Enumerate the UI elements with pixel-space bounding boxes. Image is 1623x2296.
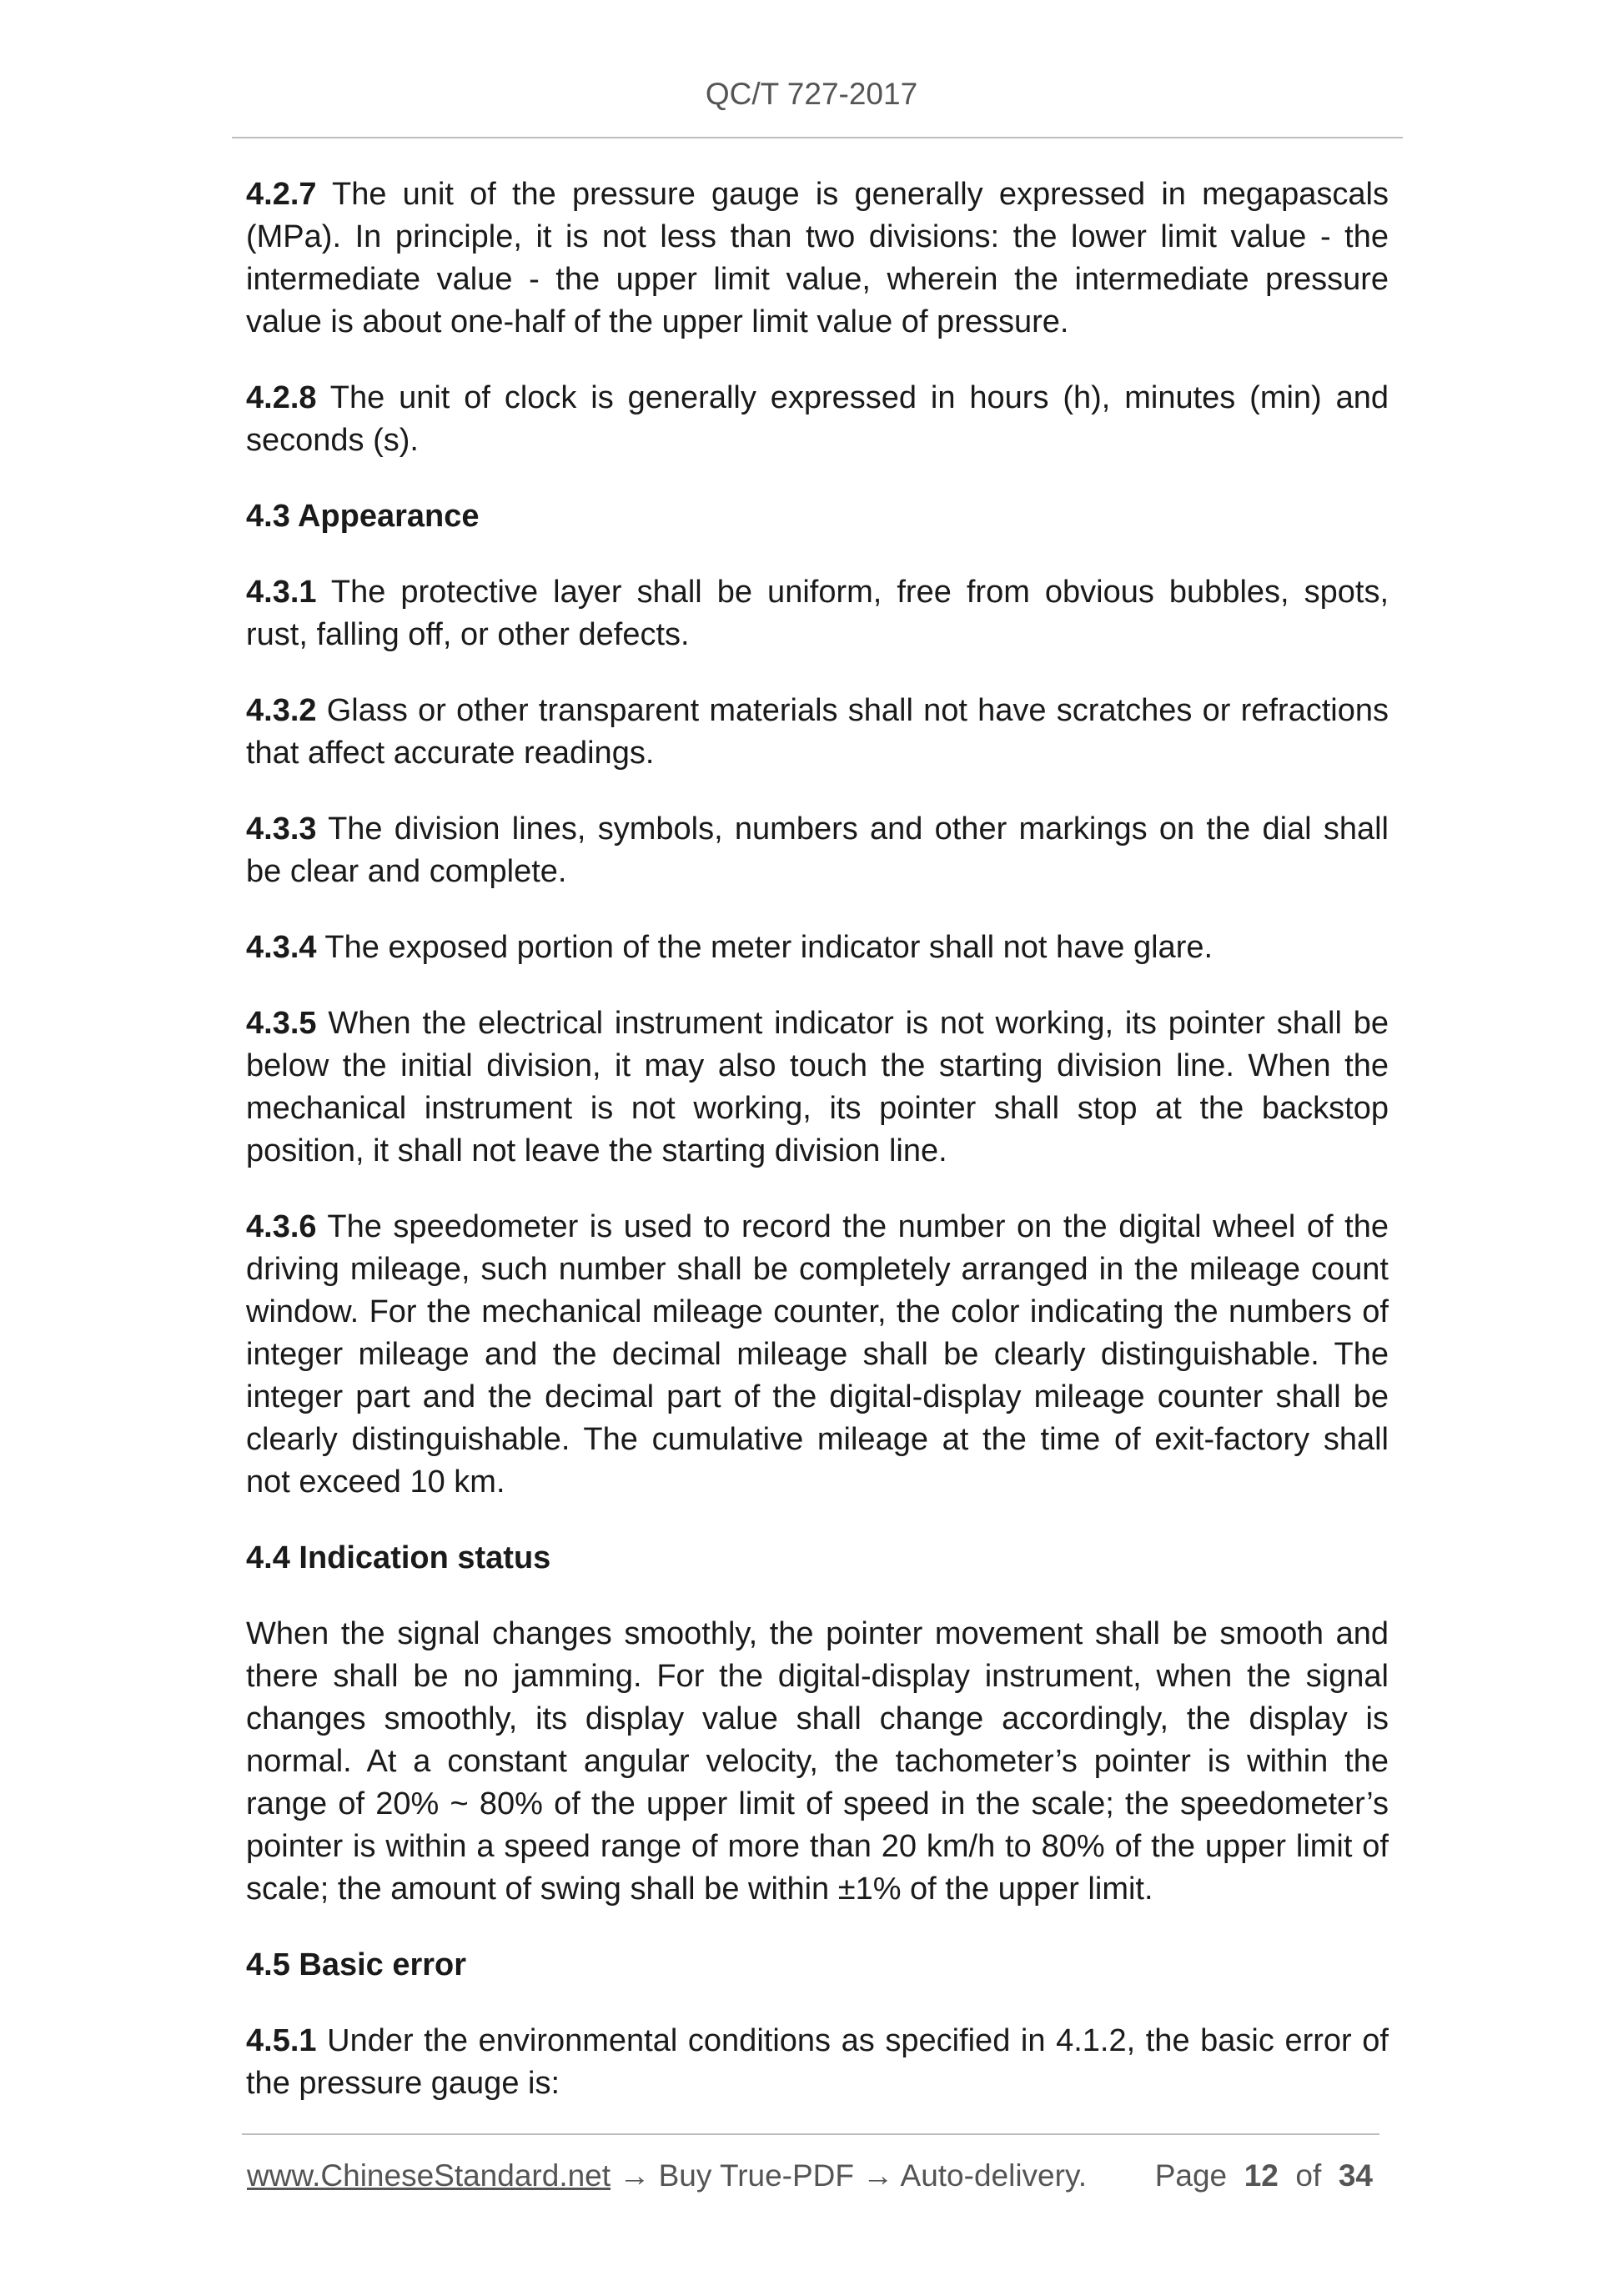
page-word: Page: [1154, 2158, 1228, 2193]
page-indicator: [1155, 2158, 1373, 2193]
clause-text: The unit of clock is generally expressed in hours (h), minutes (min) and seconds (s).: [246, 380, 1389, 458]
clause-number: 4.3.1: [246, 575, 317, 610]
footer-divider: [242, 2133, 1379, 2135]
clause-4-3-2: [246, 690, 1389, 775]
clause-number: 4.3.5: [246, 1006, 317, 1041]
section-heading-4-4: 4.4 Indication status: [246, 1540, 551, 1575]
clause-4-3-3: [246, 808, 1389, 893]
footer-promo: [247, 2158, 1087, 2193]
header-divider: [232, 137, 1403, 138]
clause-number: 4.3.2: [246, 693, 317, 728]
clause-4-2-8: [246, 377, 1389, 462]
footer-tagline: → Buy True-PDF → Auto-delivery.: [611, 2158, 1087, 2193]
running-header: QC/T 727-2017: [705, 77, 918, 111]
clause-number: 4.2.8: [246, 380, 317, 415]
clause-text: The division lines, symbols, numbers and other markings on the dial shall be clear and complete.: [246, 811, 1389, 889]
section-heading-4-3: 4.3 Appearance: [246, 499, 480, 534]
clause-4-2-7: [246, 173, 1389, 344]
document-body: [246, 173, 1389, 2138]
page-total: 34: [1338, 2158, 1373, 2193]
clause-4-3-6: [246, 1206, 1389, 1504]
clause-text: Under the environmental conditions as specified in 4.1.2, the basic error of the pressure gauge is:: [246, 2023, 1389, 2101]
clause-text: The protective layer shall be uniform, free from obvious bubbles, spots, rust, falling off, or other defects.: [246, 575, 1389, 652]
clause-number: 4.5.1: [246, 2023, 317, 2058]
clause-4-3-4: [246, 927, 1389, 969]
clause-4-3-5: [246, 1002, 1389, 1173]
clause-text: The speedometer is used to record the number on the digital wheel of the driving mileage, such number shall be completely arranged in the mileage count window. For the mechanical mileage counter, the color indicating the numbers of integer mileage and the decimal mileage shall be clearly distinguishable. The integer part and the decimal part of the digital-display mileage counter shall be clearly distinguishable. The cumulative mileage at the time of exit-factory shall not exceed 10 km.: [246, 1209, 1389, 1500]
clause-text: The exposed portion of the meter indicator shall not have glare.: [316, 930, 1213, 965]
clause-4-3-1: [246, 571, 1389, 656]
clause-4-5-1: [246, 2020, 1389, 2105]
clause-number: 4.3.4: [246, 930, 317, 965]
clause-number: 4.3.6: [246, 1209, 317, 1244]
page-current: 12: [1244, 2158, 1279, 2193]
clause-number: 4.3.3: [246, 811, 317, 847]
of-word: of: [1295, 2158, 1322, 2193]
clause-text: The unit of the pressure gauge is generally expressed in megapascals (MPa). In principle, it is not less than two divisions: the lower limit value - the intermediate value - the upper limit value, wherein the intermediate pressure value is about one-half of the upper limit value of pressure.: [246, 177, 1389, 339]
clause-text: Glass or other transparent materials shall not have scratches or refractions that affect accurate readings.: [246, 693, 1389, 771]
clause-text: When the electrical instrument indicator is not working, its pointer shall be below the initial division, it may also touch the starting division line. When the mechanical instrument is not working, its pointer shall stop at the backstop position, it shall not leave the starting division line.: [246, 1006, 1389, 1168]
clause-number: 4.2.7: [246, 177, 317, 212]
indication-status-text: When the signal changes smoothly, the pointer movement shall be smooth and there shall be no jamming. For the digital-display instrument, when the signal changes smoothly, its display value shall change accordingly, the display is normal. At a constant angular velocity, the tachometer’s pointer is within the range of 20% ~ 80% of the upper limit of speed in the scale; the speedometer’s pointer is within a speed range of more than 20 km/h to 80% of the upper limit of scale; the amount of swing shall be within ±1% of the upper limit.: [246, 1616, 1389, 1907]
site-link[interactable]: www.ChineseStandard.net: [247, 2158, 611, 2193]
section-heading-4-5: 4.5 Basic error: [246, 1947, 467, 1982]
